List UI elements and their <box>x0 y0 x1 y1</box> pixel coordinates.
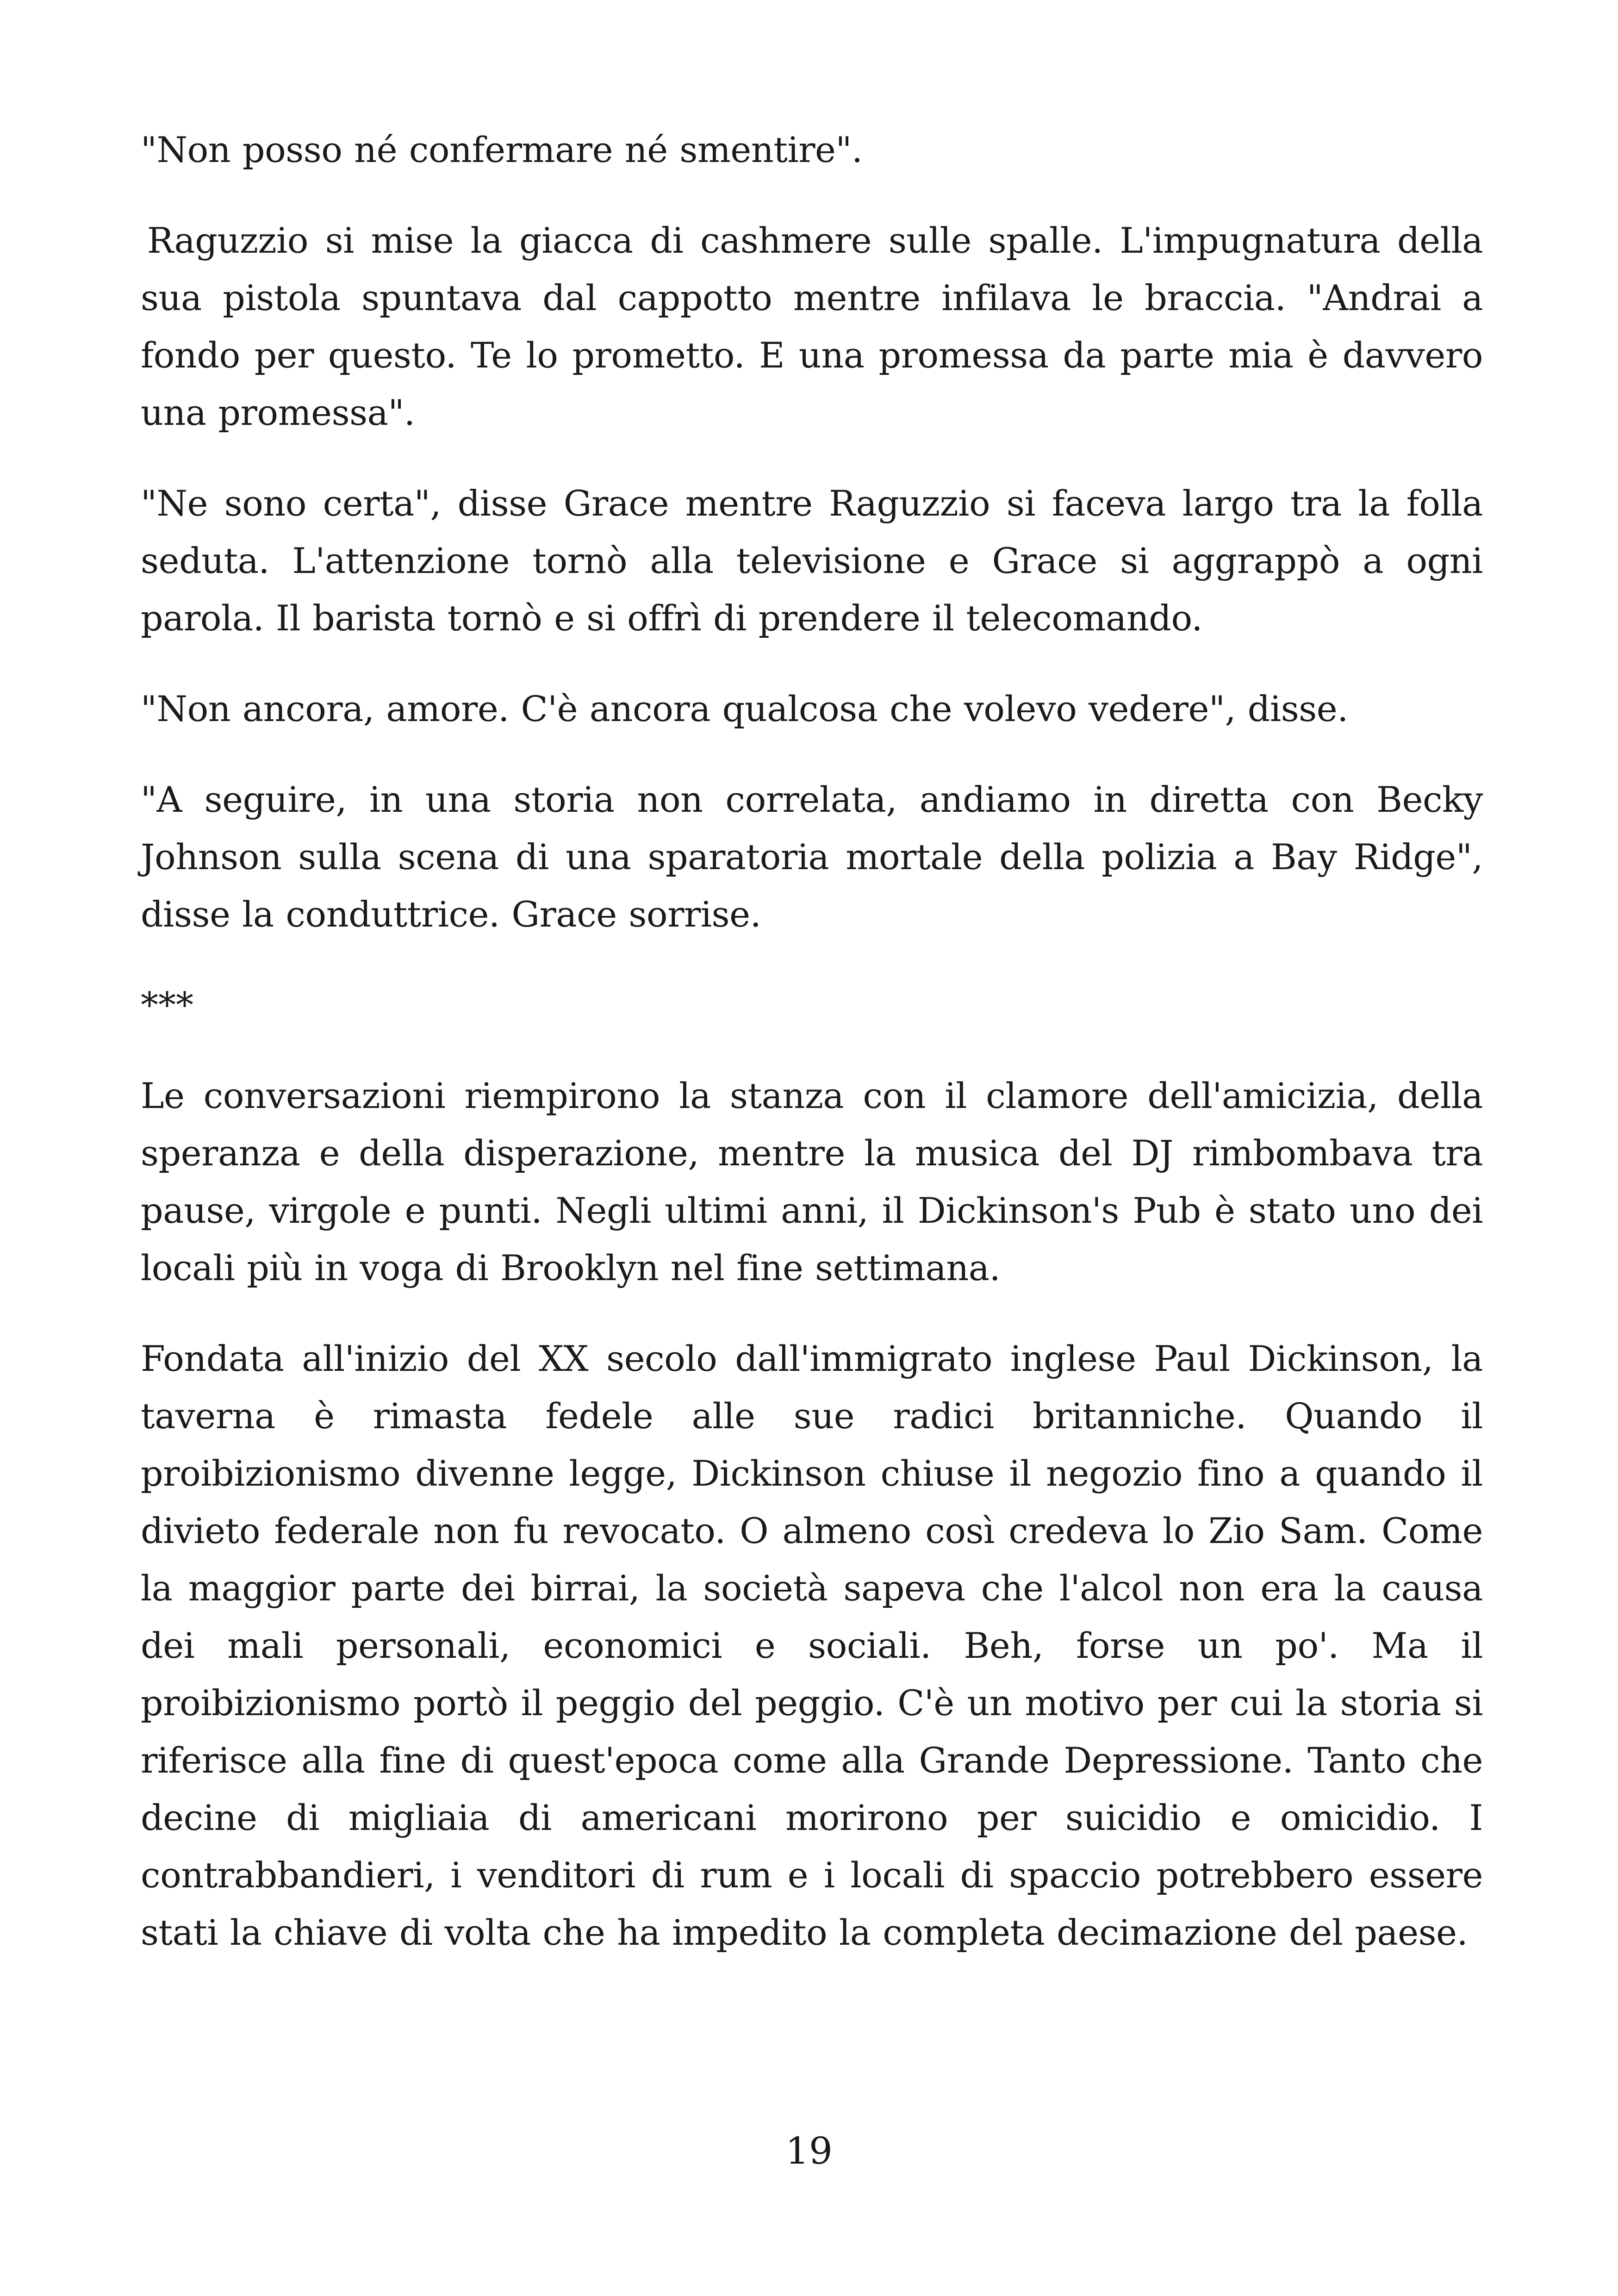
page-number: 19 <box>785 2129 833 2172</box>
page-body <box>141 121 1483 1995</box>
paragraph-3: "Ne sono certa", disse Grace mentre Raguzzio si faceva largo tra la folla seduta. L'attenzione tornò alla televisione e Grace si aggrappò a ogni parola. Il barista tornò e si offrì di prendere il telecomando. <box>141 483 1483 639</box>
paragraph-5: "A seguire, in una storia non correlata, andiamo in diretta con Becky Johnson sulla scena di una sparatoria mortale della polizia a Bay Ridge", disse la conduttrice. Grace sorrise. <box>141 779 1483 935</box>
paragraph-2: Raguzzio si mise la giacca di cashmere sulle spalle. L'impugnatura della sua pistola spuntava dal cappotto mentre infilava le braccia. "Andrai a fondo per questo. Te lo prometto. E una promessa da parte mia è davvero una promessa". <box>141 220 1483 433</box>
section-separator: *** <box>141 984 193 1026</box>
paragraph-7: Fondata all'inizio del XX secolo dall'immigrato inglese Paul Dickinson, la taverna è rimasta fedele alle sue radici britanniche. Quando il proibizionismo divenne legge, Dickinson chiuse il negozio fino a quando il divieto federale non fu revocato. O almeno così credeva lo Zio Sam. Come la maggior parte dei birrai, la società sapeva che l'alcol non era la causa dei mali personali, economici e sociali. Beh, forse un po'. Ma il proibizionismo portò il peggio del peggio. C'è un motivo per cui la storia si riferisce alla fine di quest'epoca come alla Grande Depressione. Tanto che decine di migliaia di americani morirono per suicidio e omicidio. I contrabbandieri, i venditori di rum e i locali di spaccio potrebbero essere stati la chiave di volta che ha impedito la completa decimazione del paese. <box>141 1338 1483 1953</box>
paragraph-1: "Non posso né confermare né smentire". <box>141 129 863 170</box>
paragraph-4: "Non ancora, amore. C'è ancora qualcosa che volevo vedere", disse. <box>141 688 1348 729</box>
paragraph-6: Le conversazioni riempirono la stanza con il clamore dell'amicizia, della speranza e della disperazione, mentre la musica del DJ rimbombava tra pause, virgole e punti. Negli ultimi anni, il Dickinson's Pub è stato uno dei locali più in voga di Brooklyn nel fine settimana. <box>141 1075 1483 1288</box>
